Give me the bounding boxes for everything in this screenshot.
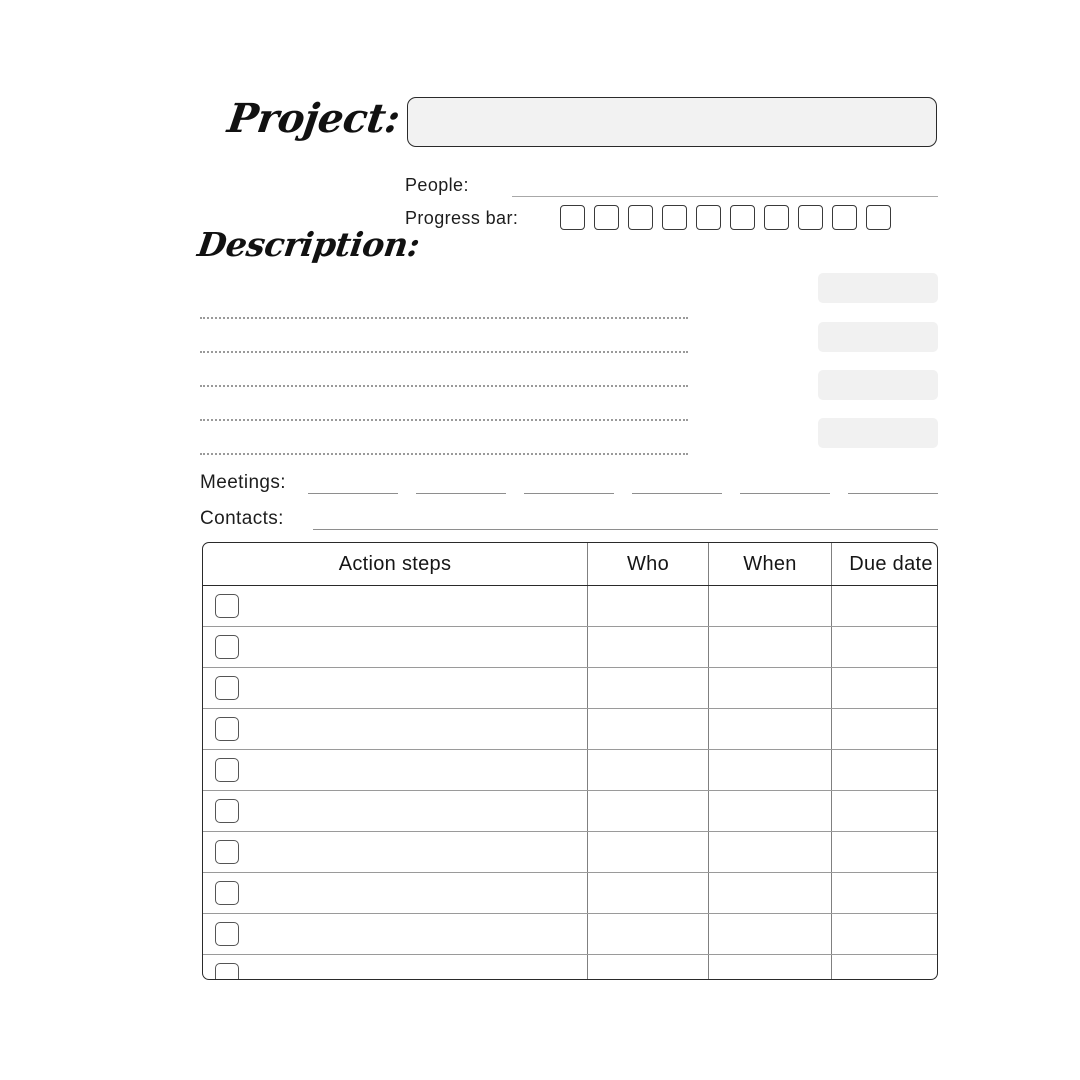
cell-action-step[interactable] xyxy=(203,914,588,955)
cell-action-step[interactable] xyxy=(203,709,588,750)
meeting-line[interactable] xyxy=(416,493,506,494)
progress-checkbox[interactable] xyxy=(594,205,619,230)
cell-action-step[interactable] xyxy=(203,627,588,668)
project-name-input[interactable] xyxy=(407,97,937,147)
start-input[interactable] xyxy=(818,273,938,303)
column-header-when: When xyxy=(709,543,832,586)
cell-action-step[interactable] xyxy=(203,668,588,709)
table-row[interactable] xyxy=(203,791,938,832)
cell-action-step[interactable] xyxy=(203,791,588,832)
description-lines xyxy=(200,285,688,455)
cell-action-step[interactable] xyxy=(203,750,588,791)
action-steps-table xyxy=(202,542,938,980)
progress-checkbox[interactable] xyxy=(832,205,857,230)
people-input-line[interactable] xyxy=(512,196,938,197)
meetings-label: Meetings: xyxy=(200,472,286,493)
cell-due-date[interactable] xyxy=(832,627,939,668)
meeting-line[interactable] xyxy=(848,493,938,494)
cell-due-date[interactable] xyxy=(832,586,939,627)
cell-who[interactable] xyxy=(588,586,709,627)
cell-due-date[interactable] xyxy=(832,955,939,981)
cell-due-date[interactable] xyxy=(832,668,939,709)
cell-due-date[interactable] xyxy=(832,791,939,832)
deadline-field xyxy=(640,322,938,352)
progress-checkbox[interactable] xyxy=(560,205,585,230)
page-title: Project: xyxy=(224,95,403,142)
table-row[interactable] xyxy=(203,873,938,914)
progress-bar-label: Progress bar: xyxy=(405,208,519,228)
row-checkbox[interactable] xyxy=(215,799,239,823)
cell-when[interactable] xyxy=(709,709,832,750)
meeting-line[interactable] xyxy=(740,493,830,494)
row-checkbox[interactable] xyxy=(215,594,239,618)
description-line[interactable] xyxy=(200,387,688,421)
progress-bar-checkboxes xyxy=(560,205,891,230)
cell-who[interactable] xyxy=(588,750,709,791)
column-header-who: Who xyxy=(588,543,709,586)
cell-action-step[interactable] xyxy=(203,873,588,914)
table-row[interactable] xyxy=(203,955,938,981)
completed-input[interactable] xyxy=(818,418,938,448)
cell-who[interactable] xyxy=(588,627,709,668)
row-checkbox[interactable] xyxy=(215,963,239,980)
row-checkbox[interactable] xyxy=(215,840,239,864)
table-row[interactable] xyxy=(203,709,938,750)
table-header-row xyxy=(203,543,938,586)
people-label: People: xyxy=(405,175,469,195)
cell-action-step[interactable] xyxy=(203,586,588,627)
meeting-line[interactable] xyxy=(308,493,398,494)
cell-who[interactable] xyxy=(588,914,709,955)
cell-who[interactable] xyxy=(588,955,709,981)
cell-due-date[interactable] xyxy=(832,750,939,791)
progress-checkbox[interactable] xyxy=(628,205,653,230)
meeting-line[interactable] xyxy=(632,493,722,494)
budget-input[interactable] xyxy=(818,370,938,400)
cell-when[interactable] xyxy=(709,914,832,955)
cell-action-step[interactable] xyxy=(203,955,588,981)
description-line[interactable] xyxy=(200,319,688,353)
column-header-due-date: Due date xyxy=(832,543,939,586)
cell-when[interactable] xyxy=(709,586,832,627)
progress-checkbox[interactable] xyxy=(866,205,891,230)
row-checkbox[interactable] xyxy=(215,676,239,700)
cell-when[interactable] xyxy=(709,750,832,791)
cell-who[interactable] xyxy=(588,791,709,832)
cell-due-date[interactable] xyxy=(832,873,939,914)
description-line[interactable] xyxy=(200,421,688,455)
progress-checkbox[interactable] xyxy=(798,205,823,230)
budget-field xyxy=(640,370,938,400)
cell-when[interactable] xyxy=(709,832,832,873)
cell-when[interactable] xyxy=(709,955,832,981)
cell-action-step[interactable] xyxy=(203,832,588,873)
cell-who[interactable] xyxy=(588,832,709,873)
contacts-label: Contacts: xyxy=(200,508,284,529)
cell-who[interactable] xyxy=(588,709,709,750)
column-header-action-steps: Action steps xyxy=(203,543,588,586)
row-checkbox[interactable] xyxy=(215,758,239,782)
description-title: Description: xyxy=(195,225,422,264)
completed-field xyxy=(640,418,938,448)
cell-when[interactable] xyxy=(709,791,832,832)
cell-due-date[interactable] xyxy=(832,832,939,873)
meetings-lines xyxy=(308,493,938,494)
progress-checkbox[interactable] xyxy=(662,205,687,230)
table-row[interactable] xyxy=(203,832,938,873)
cell-who[interactable] xyxy=(588,873,709,914)
cell-when[interactable] xyxy=(709,873,832,914)
progress-checkbox[interactable] xyxy=(730,205,755,230)
cell-due-date[interactable] xyxy=(832,709,939,750)
cell-due-date[interactable] xyxy=(832,914,939,955)
table-row[interactable] xyxy=(203,668,938,709)
description-line[interactable] xyxy=(200,353,688,387)
meeting-line[interactable] xyxy=(524,493,614,494)
table-row[interactable] xyxy=(203,627,938,668)
description-line[interactable] xyxy=(200,285,688,319)
cell-when[interactable] xyxy=(709,668,832,709)
cell-when[interactable] xyxy=(709,627,832,668)
row-checkbox[interactable] xyxy=(215,717,239,741)
row-checkbox[interactable] xyxy=(215,881,239,905)
progress-checkbox[interactable] xyxy=(696,205,721,230)
cell-who[interactable] xyxy=(588,668,709,709)
progress-checkbox[interactable] xyxy=(764,205,789,230)
table-row[interactable] xyxy=(203,586,938,627)
start-field xyxy=(640,273,938,303)
table-body xyxy=(203,586,938,981)
row-checkbox[interactable] xyxy=(215,635,239,659)
contacts-input-line[interactable] xyxy=(313,529,938,530)
deadline-input[interactable] xyxy=(818,322,938,352)
table-row[interactable] xyxy=(203,750,938,791)
table-row[interactable] xyxy=(203,914,938,955)
row-checkbox[interactable] xyxy=(215,922,239,946)
